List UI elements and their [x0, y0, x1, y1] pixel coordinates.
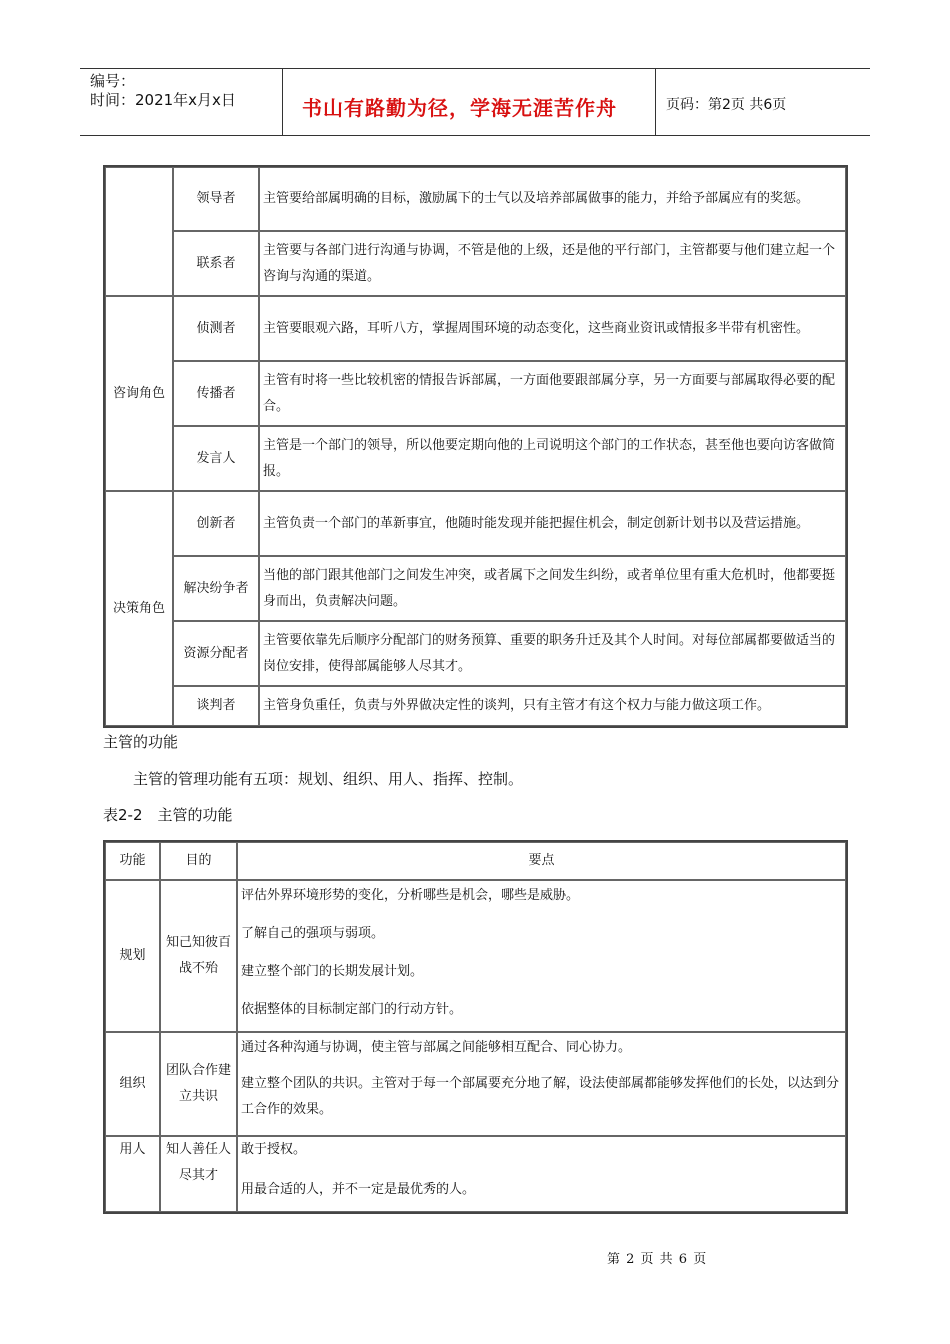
function-point: 依据整体的目标制定部门的行动方针。: [241, 1002, 463, 1017]
role-name-cell: 谈判者: [173, 686, 259, 726]
header-bottom-rule: [80, 135, 870, 136]
function-point: 敢于授权。: [241, 1142, 307, 1157]
section-intro: 主管的管理功能有五项：规划、组织、用人、指挥、控制。: [133, 770, 524, 788]
function-point: 通过各种沟通与协调，使主管与部属之间能够相互配合、同心协力。: [241, 1040, 632, 1055]
manager-roles-table: [103, 165, 848, 728]
column-header-points: 要点: [237, 842, 846, 880]
page-footer: 第 2 页 共 6 页: [607, 1252, 708, 1267]
role-name-cell: 传播者: [173, 361, 259, 426]
role-description-cell: 主管负责一个部门的革新事宜，他随时能发现并能把握住机会，制定创新计划书以及营运措施。: [259, 491, 846, 556]
role-description-cell: 主管要给部属明确的目标，激励属下的士气以及培养部属做事的能力，并给予部属应有的奖惩。: [259, 167, 846, 231]
section-heading: 主管的功能: [103, 733, 179, 751]
function-purpose-cell: 知人善任人尽其才: [160, 1136, 237, 1212]
function-name-cell: 规划: [105, 880, 160, 1032]
header-motto: 书山有路勤为径，学海无涯苦作舟: [302, 96, 617, 120]
role-description-cell: 主管是一个部门的领导，所以他要定期向他的上司说明这个部门的工作状态，甚至他也要向访客做简报。: [259, 426, 846, 491]
role-name-cell: 解决纷争者: [173, 556, 259, 621]
document-number-label: 编号：: [90, 72, 136, 90]
function-name-cell: 组织: [105, 1032, 160, 1136]
function-purpose-cell: 知己知彼百战不殆: [160, 880, 237, 1032]
function-point: 建立整个团队的共识。主管对于每一个部属要充分地了解，设法使部属都能够发挥他们的长处，以达到分工合作的效果。: [241, 1076, 840, 1117]
role-name-cell: 领导者: [173, 167, 259, 231]
role-name-cell: 创新者: [173, 491, 259, 556]
role-category-cell: [105, 167, 173, 296]
function-name-cell: 用人: [105, 1136, 160, 1212]
function-points-cell: [237, 880, 846, 1032]
role-description-cell: 主管要依靠先后顺序分配部门的财务预算、重要的职务升迁及其个人时间。对每位部属都要做适当的岗位安排，使得部属能够人尽其才。: [259, 621, 846, 686]
document-date: 时间：2021年x月x日: [90, 91, 236, 109]
column-header-purpose: 目的: [160, 842, 237, 880]
role-description-cell: 当他的部门跟其他部门之间发生冲突，或者属下之间发生纠纷，或者单位里有重大危机时，他都要挺身而出，负责解决问题。: [259, 556, 846, 621]
function-point: 评估外界环境形势的变化，分析哪些是机会，哪些是威胁。: [241, 888, 580, 903]
role-category-cell: 咨询角色: [105, 296, 173, 491]
column-header-function: 功能: [105, 842, 160, 880]
function-point: 建立整个部门的长期发展计划。: [241, 964, 424, 979]
role-description-cell: 主管要眼观六路，耳听八方，掌握周围环境的动态变化，这些商业资讯或情报多半带有机密性。: [259, 296, 846, 361]
role-name-cell: 资源分配者: [173, 621, 259, 686]
role-description-cell: 主管身负重任，负责与外界做决定性的谈判，只有主管才有这个权力与能力做这项工作。: [259, 686, 846, 726]
header-top-rule: [80, 68, 870, 69]
function-purpose-cell: 团队合作建立共识: [160, 1032, 237, 1136]
table-caption: 表2-2 主管的功能: [103, 806, 233, 824]
role-name-cell: 联系者: [173, 231, 259, 296]
manager-functions-table: [103, 840, 848, 1214]
function-point: 了解自己的强项与弱项。: [241, 926, 385, 941]
function-points-cell: [237, 1032, 846, 1136]
header-divider-right: [655, 68, 656, 136]
function-point: 用最合适的人，并不一定是最优秀的人。: [241, 1182, 476, 1197]
function-points-cell: [237, 1136, 846, 1212]
role-name-cell: 发言人: [173, 426, 259, 491]
role-category-cell: 决策角色: [105, 491, 173, 726]
header-divider-left: [282, 68, 283, 136]
role-name-cell: 侦测者: [173, 296, 259, 361]
role-description-cell: 主管要与各部门进行沟通与协调，不管是他的上级，还是他的平行部门，主管都要与他们建立起一个咨询与沟通的渠道。: [259, 231, 846, 296]
header-page-info: 页码：第2页 共6页: [666, 97, 787, 113]
role-description-cell: 主管有时将一些比较机密的情报告诉部属，一方面他要跟部属分享，另一方面要与部属取得必要的配合。: [259, 361, 846, 426]
